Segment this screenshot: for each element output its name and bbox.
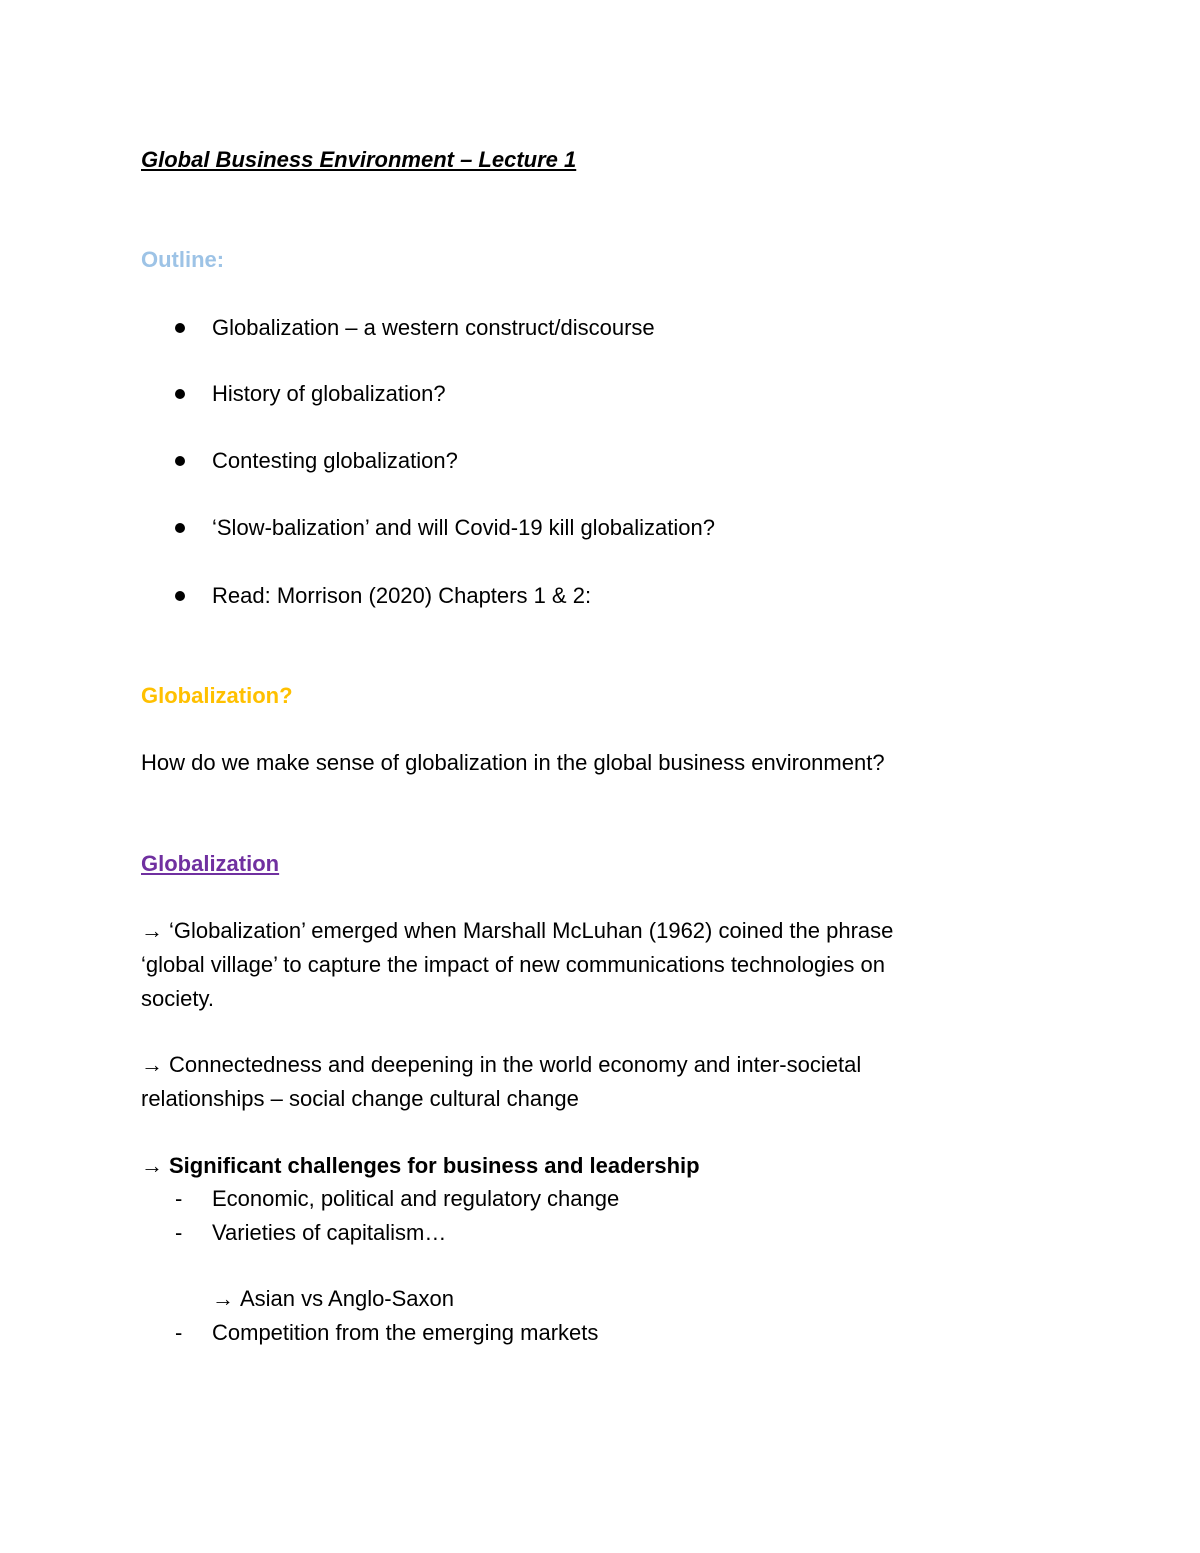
outline-item: History of globalization?	[212, 381, 446, 406]
bullet-icon	[175, 591, 185, 601]
sub-item: Varieties of capitalism…	[212, 1220, 447, 1245]
sub-arrow-text: Asian vs Anglo-Saxon	[240, 1286, 455, 1311]
outline-item: Contesting globalization?	[212, 448, 458, 473]
dash-marker: -	[175, 1220, 183, 1245]
sub-item: Economic, political and regulatory change	[212, 1186, 620, 1211]
sub-arrow-line	[212, 1282, 454, 1316]
arrow-right-icon: →	[212, 1286, 234, 1311]
paragraph-text: ‘Globalization’ emerged when Marshall McLuhan (1962) coined the phrase	[169, 918, 894, 943]
globalization-question-heading: Globalization?	[141, 683, 293, 708]
document-title: Global Business Environment – Lecture 1	[141, 147, 577, 172]
paragraph-line: society.	[141, 986, 214, 1011]
arrow-right-icon: →	[141, 918, 163, 943]
bullet-icon	[175, 456, 185, 466]
paragraph-line: relationships – social change cultural change	[141, 1086, 579, 1111]
paragraph-text: Connectedness and deepening in the world economy and inter-societal	[169, 1052, 862, 1077]
bullet-icon	[175, 523, 185, 533]
outline-item: Globalization – a western construct/discourse	[212, 315, 655, 340]
outline-item: ‘Slow-balization’ and will Covid-19 kill globalization?	[212, 515, 715, 540]
sub-item: Competition from the emerging markets	[212, 1320, 599, 1345]
paragraph-line	[141, 914, 893, 948]
dash-marker: -	[175, 1186, 183, 1211]
outline-heading: Outline:	[141, 247, 225, 272]
paragraph-line	[141, 1149, 700, 1183]
paragraph-line: ‘global village’ to capture the impact of new communications technologies on	[141, 952, 885, 977]
arrow-right-icon: →	[141, 1153, 163, 1178]
challenges-heading: Significant challenges for business and leadership	[169, 1153, 700, 1178]
globalization-question-text: How do we make sense of globalization in the global business environment?	[141, 750, 885, 775]
arrow-right-icon: →	[141, 1052, 163, 1077]
paragraph-line	[141, 1048, 861, 1082]
bullet-icon	[175, 323, 185, 333]
outline-item: Read: Morrison (2020) Chapters 1 & 2:	[212, 583, 592, 608]
dash-marker: -	[175, 1320, 183, 1345]
globalization-heading: Globalization	[141, 851, 280, 876]
bullet-icon	[175, 389, 185, 399]
